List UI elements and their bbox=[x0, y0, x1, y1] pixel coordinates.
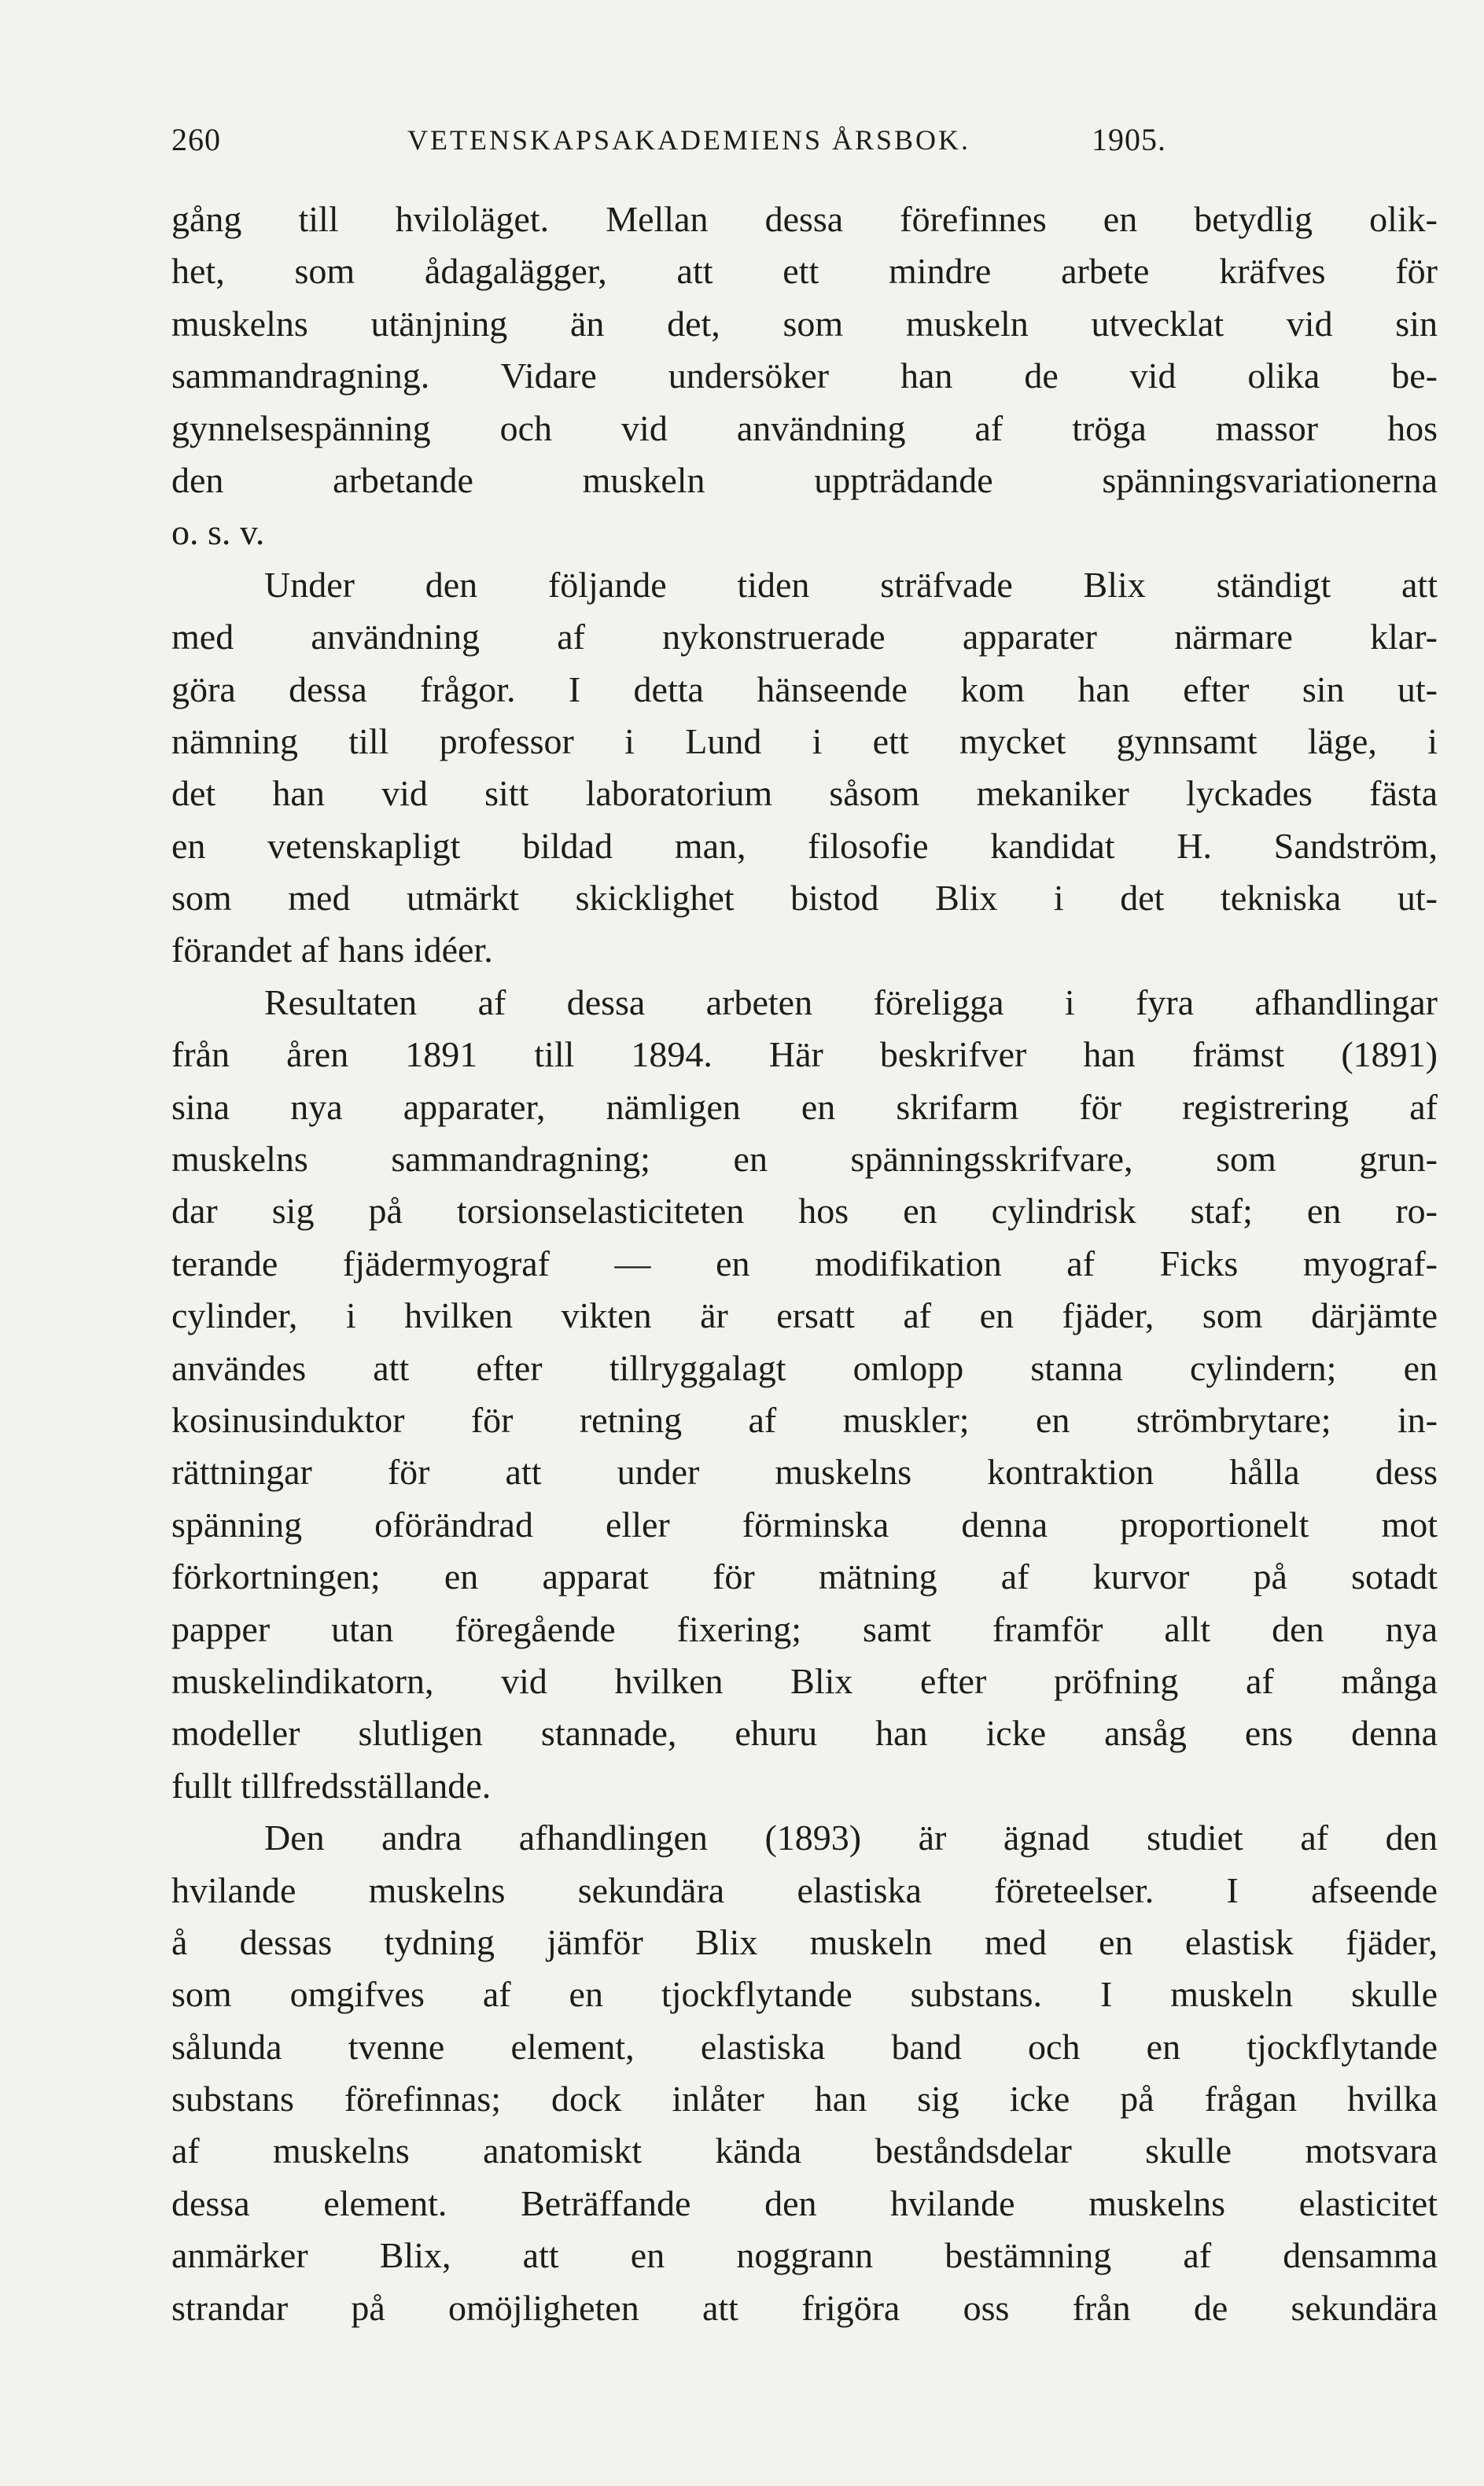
text-line: gynnelsespänning och vid användning af tröga massor hos bbox=[171, 407, 1438, 448]
text-line: Under den följande tiden sträfvade Blix ständigt att bbox=[264, 564, 1438, 605]
text-line: terande fjädermyograf — en modifikation af Ficks myograf- bbox=[171, 1243, 1438, 1284]
text-line: dessa element. Beträffande den hvilande muskelns elasticitet bbox=[171, 2182, 1438, 2223]
text-line: muskelindikatorn, vid hvilken Blix efter pröfning af många bbox=[171, 1660, 1438, 1701]
text-line: het, som ådagalägger, att ett mindre arbete kräfves för bbox=[171, 251, 1438, 292]
text-line: å dessas tydning jämför Blix muskeln med en elastisk fjäder, bbox=[171, 1921, 1438, 1962]
page-number: 260 bbox=[171, 122, 221, 157]
text-line: o. s. v. bbox=[171, 512, 265, 553]
text-line: gång till hvilоläget. Mellan dessa förefinnes en betydlig olik- bbox=[171, 199, 1438, 239]
text-line: af muskelns anatomiskt kända beståndsdelar skulle motsvara bbox=[171, 2131, 1438, 2171]
body-text bbox=[171, 193, 1438, 2334]
text-line: sålunda tvenne element, elastiska band och en tjockflytande bbox=[171, 2026, 1438, 2067]
text-line: strandar på omöjligheten att frigöra oss från de sekundära bbox=[171, 2287, 1438, 2328]
text-line: rättningar för att under muskelns kontraktion hålla dess bbox=[171, 1452, 1438, 1493]
text-line: muskelns sammandragning; en spänningsskrifvare, som grun- bbox=[171, 1139, 1438, 1180]
text-line: en vetenskapligt bildad man, filosofie kandidat H. Sandström, bbox=[171, 825, 1438, 866]
text-line: Resultaten af dessa arbeten föreligga i fyra afhandlingar bbox=[264, 982, 1438, 1022]
text-line: som med utmärkt skicklighet bistod Blix i det tekniska ut- bbox=[171, 878, 1438, 919]
text-line: det han vid sitt laboratorium såsom mekaniker lyckades fästa bbox=[171, 773, 1438, 814]
header-year: 1905. bbox=[1092, 122, 1166, 157]
text-line: kosinusinduktor för retning af muskler; en strömbrytare; in- bbox=[171, 1399, 1438, 1440]
text-line: anmärker Blix, att en noggrann bestämning af densamma bbox=[171, 2235, 1438, 2276]
text-line: sina nya apparater, nämligen en skrifarm för registrering af bbox=[171, 1086, 1438, 1127]
text-line: med användning af nykonstruerade apparater närmare klar- bbox=[171, 617, 1438, 657]
text-line: spänning oförändrad eller förminska denna proportionelt mot bbox=[171, 1504, 1438, 1545]
text-line: sammandragning. Vidare undersöker han de vid olika be- bbox=[171, 355, 1438, 396]
text-line: göra dessa frågor. I detta hänseende kom han efter sin ut- bbox=[171, 668, 1438, 709]
text-line: nämning till professor i Lund i ett mycket gynnsamt läge, i bbox=[171, 720, 1438, 761]
running-title: VETENSKAPSAKADEMIENS ÅRSBOK. bbox=[407, 124, 971, 156]
text-line: användes att efter tillryggalagt omlopp stanna cylindern; en bbox=[171, 1347, 1438, 1388]
text-line: papper utan föregående fixering; samt framför allt den nya bbox=[171, 1608, 1438, 1649]
text-line: substans förefinnas; dock inlåter han sig icke på frågan hvilka bbox=[171, 2079, 1438, 2120]
text-line: Den andra afhandlingen (1893) är ägnad studiet af den bbox=[264, 1818, 1438, 1858]
text-line: förkortningen; en apparat för mätning af kurvor på sotadt bbox=[171, 1556, 1438, 1597]
text-line: som omgifves af en tjockflytande substans. I muskeln skulle bbox=[171, 1974, 1438, 2015]
text-line: fullt tillfredsställande. bbox=[171, 1765, 492, 1806]
text-line: den arbetande muskeln uppträdande spänningsvariationerna bbox=[171, 459, 1438, 500]
text-line: modeller slutligen stannade, ehuru han icke ansåg ens denna bbox=[171, 1713, 1438, 1754]
page-header bbox=[171, 116, 1233, 164]
text-line: förandet af hans idéer. bbox=[171, 930, 493, 970]
text-line: från åren 1891 till 1894. Här beskrifver han främst (1891) bbox=[171, 1034, 1438, 1075]
text-line: muskelns utänjning än det, som muskeln utvecklat vid sin bbox=[171, 303, 1438, 344]
text-line: dar sig på torsionselasticiteten hos en cylindrisk staf; en ro- bbox=[171, 1191, 1438, 1232]
text-line: hvilande muskelns sekundära elastiska företeelser. I afseende bbox=[171, 1869, 1438, 1910]
text-line: cylinder, i hvilken vikten är ersatt af en fjäder, som därjämte bbox=[171, 1295, 1438, 1336]
